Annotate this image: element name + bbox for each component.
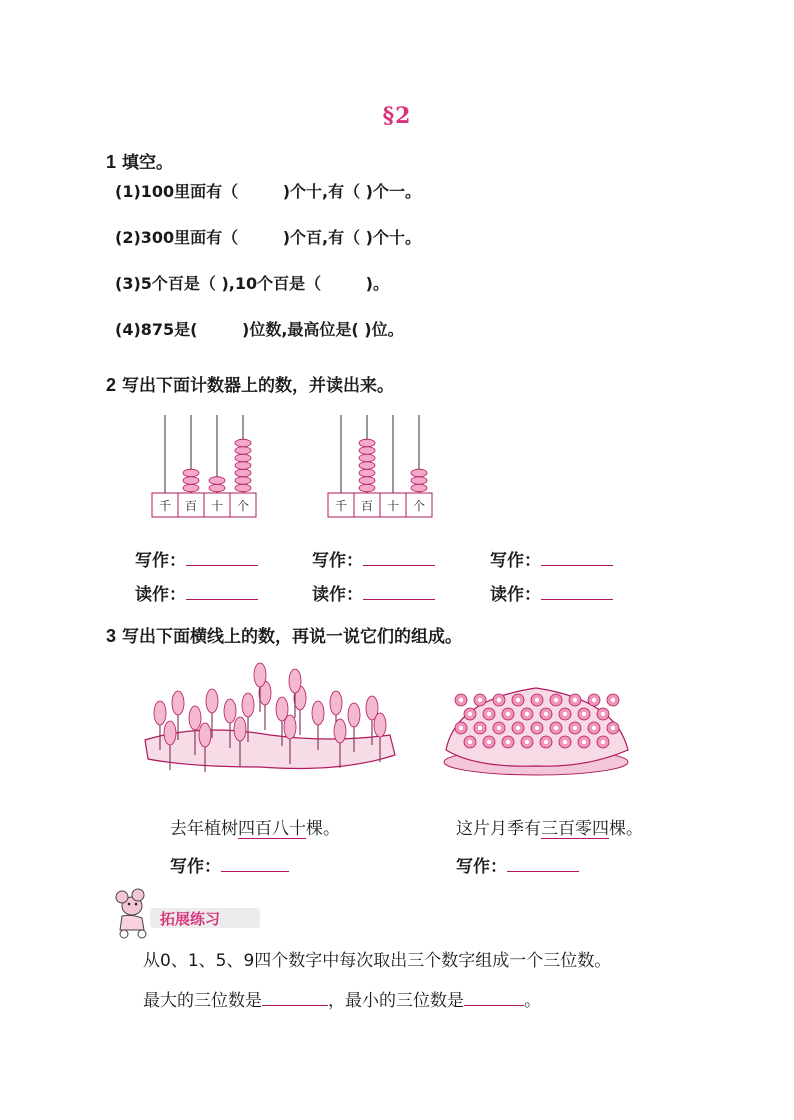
read-label: 读作：	[135, 585, 186, 605]
abacus-bead	[235, 469, 251, 477]
rose-center	[592, 726, 596, 730]
tree-crown	[348, 703, 360, 727]
write-label: 写作：	[170, 857, 221, 877]
rose-center	[506, 740, 510, 744]
line2-text-b: ，最小的三位数是	[328, 991, 464, 1011]
tree-crown	[330, 691, 342, 715]
tree-crown	[312, 701, 324, 725]
rose-center	[563, 740, 567, 744]
sentence-suffix: 棵。	[306, 819, 340, 839]
abacus-bead	[235, 439, 251, 447]
q3-heading-text: 写出下面横线上的数，再说一说它们的组成。	[122, 627, 463, 647]
abacus-bead	[359, 439, 375, 447]
rose-center	[525, 712, 529, 716]
answer-blank[interactable]	[507, 857, 579, 872]
q1-number: 1	[106, 152, 117, 172]
abacus-bead	[235, 447, 251, 455]
rose-center	[554, 726, 558, 730]
tree-crown	[234, 717, 246, 741]
q2-read-2	[312, 580, 435, 605]
rose-center	[478, 726, 482, 730]
sentence-prefix: 这片月季有	[456, 819, 541, 839]
q1-item-1: (1)100里面有（ )个十,有（ )个一。	[115, 182, 421, 201]
rose-center	[497, 726, 501, 730]
tree-crown	[224, 699, 236, 723]
line2-text-c: 。	[524, 991, 541, 1011]
write-label: 写作：	[456, 857, 507, 877]
q2-write-2	[312, 546, 435, 571]
rose-center	[478, 698, 482, 702]
q2-heading-text: 写出下面计数器上的数，并读出来。	[122, 376, 395, 396]
rose-center	[487, 740, 491, 744]
rose-center	[611, 726, 615, 730]
answer-blank[interactable]	[186, 551, 258, 566]
abacus-place-label: 千	[158, 499, 172, 513]
q2-read-3	[490, 580, 613, 605]
abacus-bead	[359, 462, 375, 470]
tree-crown	[334, 719, 346, 743]
tree-crown	[172, 691, 184, 715]
rose-center	[468, 712, 472, 716]
rose-center	[487, 712, 491, 716]
rose-center	[592, 698, 596, 702]
abacus-bead	[235, 477, 251, 485]
roses-illustration	[436, 680, 636, 780]
q3-right-sentence	[456, 814, 643, 839]
tree-crown	[206, 689, 218, 713]
q1-item-3: (3)5个百是（ ),10个百是（ )。	[115, 274, 389, 293]
rose-center	[497, 698, 501, 702]
rose-center	[582, 740, 586, 744]
extension-title: 拓展练习	[160, 910, 221, 928]
rose-center	[601, 712, 605, 716]
q1-heading	[106, 148, 173, 173]
tree-crown	[284, 715, 296, 739]
abacus-bead	[209, 484, 225, 492]
abacus-bead	[183, 477, 199, 485]
sentence-prefix: 去年植树	[170, 819, 238, 839]
read-label: 读作：	[490, 585, 541, 605]
q1-item-2: (2)300里面有（ )个百,有（ )个十。	[115, 228, 421, 247]
abacus-right	[328, 415, 432, 517]
q2-read-1	[135, 580, 258, 605]
abacus-place-label: 个	[236, 499, 250, 513]
abacus-bead	[411, 477, 427, 485]
abacus-bead	[183, 469, 199, 477]
q3-write-left	[170, 852, 289, 877]
answer-blank[interactable]	[363, 551, 435, 566]
abacus-bead	[235, 484, 251, 492]
q1-item-4: (4)875是( )位数,最高位是( )位。	[115, 320, 404, 339]
rose-center	[563, 712, 567, 716]
abacus-bead	[359, 469, 375, 477]
rose-center	[554, 698, 558, 702]
rose-center	[611, 698, 615, 702]
rose-center	[573, 726, 577, 730]
rose-center	[516, 698, 520, 702]
abacus-bead	[411, 469, 427, 477]
rose-center	[544, 712, 548, 716]
answer-blank[interactable]	[541, 585, 613, 600]
abacus-bead	[359, 477, 375, 485]
q2-heading	[106, 371, 394, 396]
rose-center	[459, 698, 463, 702]
q2-write-3	[490, 546, 613, 571]
tree-crown	[254, 663, 266, 687]
tree-crown	[242, 693, 254, 717]
answer-blank[interactable]	[541, 551, 613, 566]
abacus-place-label: 十	[210, 499, 224, 513]
sentence-suffix: 棵。	[609, 819, 643, 839]
answer-blank[interactable]	[464, 991, 524, 1006]
rose-center	[601, 740, 605, 744]
q3-heading	[106, 622, 462, 647]
abacus-place-label: 千	[334, 499, 348, 513]
read-label: 读作：	[312, 585, 363, 605]
extension-line-2	[143, 986, 541, 1011]
rose-center	[573, 698, 577, 702]
tree-crown	[199, 723, 211, 747]
abacus-bead	[359, 447, 375, 455]
tree-crown	[189, 706, 201, 730]
tree-crown	[154, 701, 166, 725]
rose-center	[525, 740, 529, 744]
tree-crown	[164, 721, 176, 745]
abacus-bead	[183, 484, 199, 492]
q1-heading-text: 填空。	[122, 153, 174, 173]
rose-center	[506, 712, 510, 716]
rose-center	[544, 740, 548, 744]
answer-blank[interactable]	[363, 585, 435, 600]
rose-center	[582, 712, 586, 716]
abacus-figures	[145, 410, 475, 525]
abacus-bead	[235, 462, 251, 470]
abacus-bead	[235, 454, 251, 462]
rose-center	[468, 740, 472, 744]
answer-blank[interactable]	[221, 857, 289, 872]
extension-line-1: 从0、1、5、9四个数字中每次取出三个数字组成一个三位数。	[143, 951, 612, 971]
rose-center	[459, 726, 463, 730]
q3-write-right	[456, 852, 579, 877]
underlined-number: 三百零四	[541, 819, 609, 839]
underlined-number: 四百八十	[238, 819, 306, 839]
line2-text-a: 最大的三位数是	[143, 991, 262, 1011]
abacus-place-label: 百	[360, 499, 374, 513]
answer-blank[interactable]	[262, 991, 328, 1006]
rose-center	[516, 726, 520, 730]
tree-crown	[289, 669, 301, 693]
abacus-place-label: 十	[386, 499, 400, 513]
abacus-bead	[359, 454, 375, 462]
abacus-place-label: 百	[184, 499, 198, 513]
abacus-left	[152, 415, 256, 517]
write-label: 写作：	[135, 551, 186, 571]
abacus-bead	[411, 484, 427, 492]
extension-banner	[108, 888, 268, 944]
write-label: 写作：	[312, 551, 363, 571]
write-label: 写作：	[490, 551, 541, 571]
answer-blank[interactable]	[186, 585, 258, 600]
q3-number: 3	[106, 626, 117, 646]
abacus-bead	[359, 484, 375, 492]
rose-center	[535, 726, 539, 730]
page-title: §2	[382, 103, 412, 129]
q2-write-1	[135, 546, 258, 571]
rose-center	[535, 698, 539, 702]
tree-crown	[374, 713, 386, 737]
trees-illustration	[140, 655, 400, 775]
abacus-place-label: 个	[412, 499, 426, 513]
q3-left-sentence	[170, 814, 340, 839]
abacus-bead	[209, 477, 225, 485]
q2-number: 2	[106, 375, 117, 395]
